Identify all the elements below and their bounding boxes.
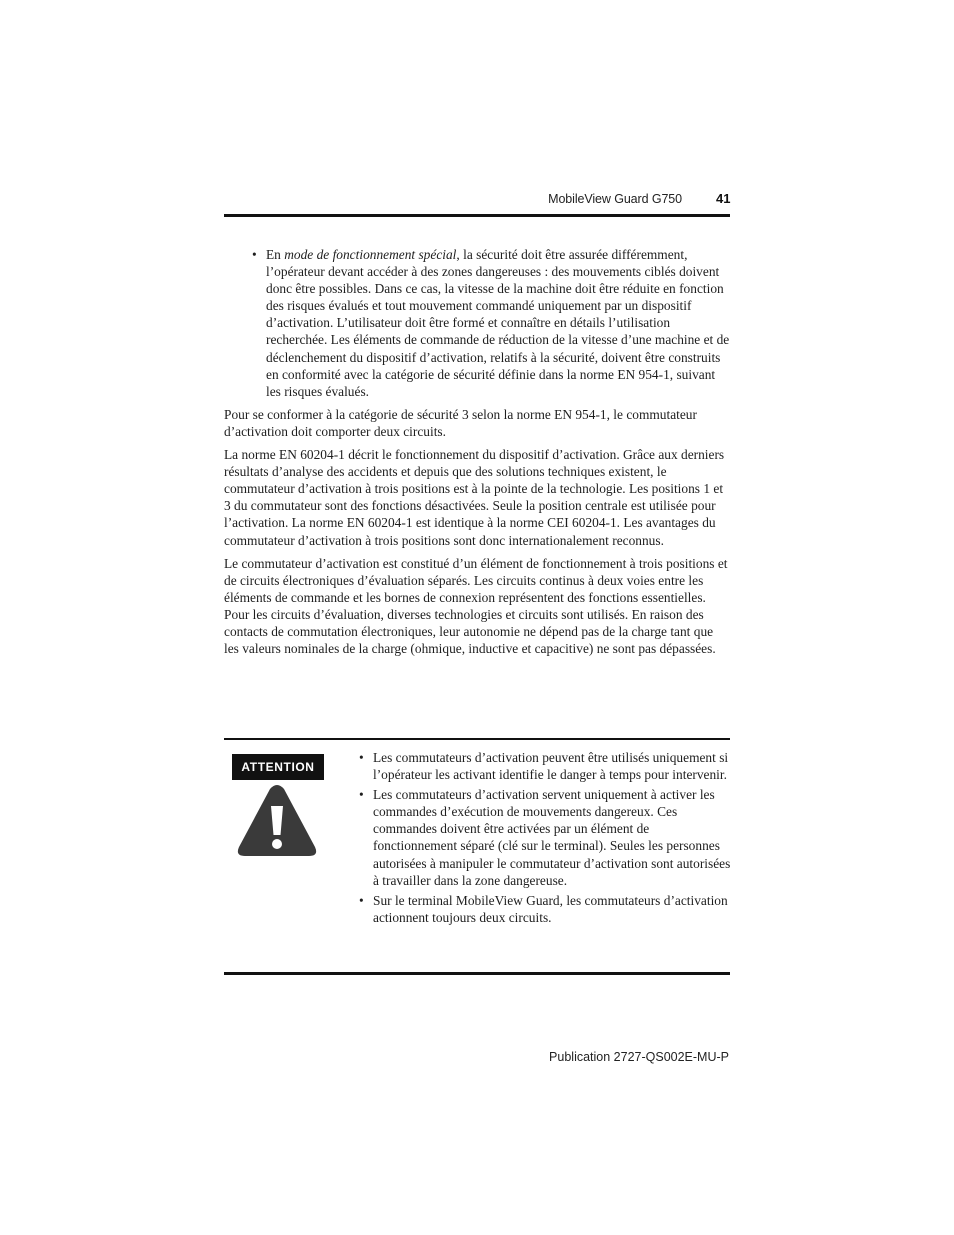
attention-list [359, 749, 731, 926]
bullet-marker: • [359, 750, 364, 765]
bullet-marker: • [252, 247, 257, 262]
attention-label: ATTENTION [232, 754, 324, 780]
paragraph: La norme EN 60204-1 décrit le fonctionnement du dispositif d’activation. Grâce aux derniers résultats d’analyse des accidents et depuis que des solutions techniques existent, le commutateur d’activation à trois positions est à la pointe de la technologie. Les positions 1 et 3 du commutateur sont des fonctions désactivées. Seule la position centrale est utilisée pour l’activation. La norme EN 60204-1 est identique à la norme CEI 60204-1. Les avantages du commutateur d’activation à trois positions sont donc internationalement reconnus. [224, 447, 725, 548]
publication-footer: Publication 2727-QS002E-MU-P [549, 1050, 729, 1064]
warning-exclamation-dot [272, 839, 282, 849]
list-item [359, 749, 731, 783]
paragraph: Le commutateur d’activation est constitué d’un élément de fonctionnement à trois positions et de circuits électroniques d’évaluation séparés. Les circuits continus à deux voies entre les éléments de commande et les bornes de connexion représentent des fonctions essentielles. Pour les circuits d’évaluation, diverses technologies et circuits sont utilisés. En raison des contacts de commutation électroniques, leur autonomie ne dépend pas de la charge tant que les valeurs nominales de la charge (ohmique, inductive et capacitive) ne sont pas dépassées. [224, 555, 728, 657]
paragraph: Pour se conformer à la catégorie de sécurité 3 selon la norme EN 954-1, le commutateur d’activation doit comporter deux circuits. [224, 406, 697, 439]
bullet-italic-term: mode de fonctionnement spécial [284, 247, 457, 262]
bullet-marker: • [359, 787, 364, 803]
attention-top-rule [224, 738, 730, 740]
bullet-prefix: En [266, 247, 285, 262]
warning-triangle-icon [237, 784, 317, 858]
body-text [224, 246, 730, 663]
bullet-text: , la sécurité doit être assurée différemment, l’opérateur devant accéder à des zones dangereuses : des mouvements ciblés doivent donc être possibles. Dans ce cas, la vitesse de la machine doit être réduite en fonction des risques évalués et tout mouvement commandé uniquement par un dispositif d’activation. L’utilisateur doit être formé et connaître en détails l’utilisation recherchée. Les éléments de commande de réduction de la vitesse d’une machine et de déclenchement du dispositif d’activation, relatifs à la sécurité, doivent être construits en conformité avec la catégorie de sécurité définie dans la norme EN 954-1, suivant les risques évalués. [266, 247, 730, 399]
bullet-marker: • [359, 892, 364, 908]
bullet-list [224, 246, 730, 400]
attention-bottom-rule [224, 972, 730, 975]
list-item [252, 246, 730, 400]
header-rule [224, 214, 730, 217]
running-header-title: MobileView Guard G750 [548, 192, 682, 206]
page-number: 41 [716, 191, 731, 206]
attention-text [359, 749, 731, 929]
list-item [359, 786, 731, 889]
attention-item-text: Les commutateurs d’activation servent uniquement à activer les commandes d’exécution de mouvements dangereux. Ces commandes doivent être activées par un élément de fonctionnement séparé (clé sur le terminal). Seules les personnes autorisées à manipuler le commutateur d’activation sont autorisées à travailler dans la zone dangereuse. [373, 787, 731, 888]
list-item [359, 892, 731, 926]
attention-item-text: Les commutateurs d’activation peuvent être utilisés uniquement si l’opérateur les activant identifie le danger à temps pour intervenir. [373, 750, 729, 783]
attention-item-text: Sur le terminal MobileView Guard, les commutateurs d’activation actionnent toujours deux circuits. [373, 892, 728, 925]
